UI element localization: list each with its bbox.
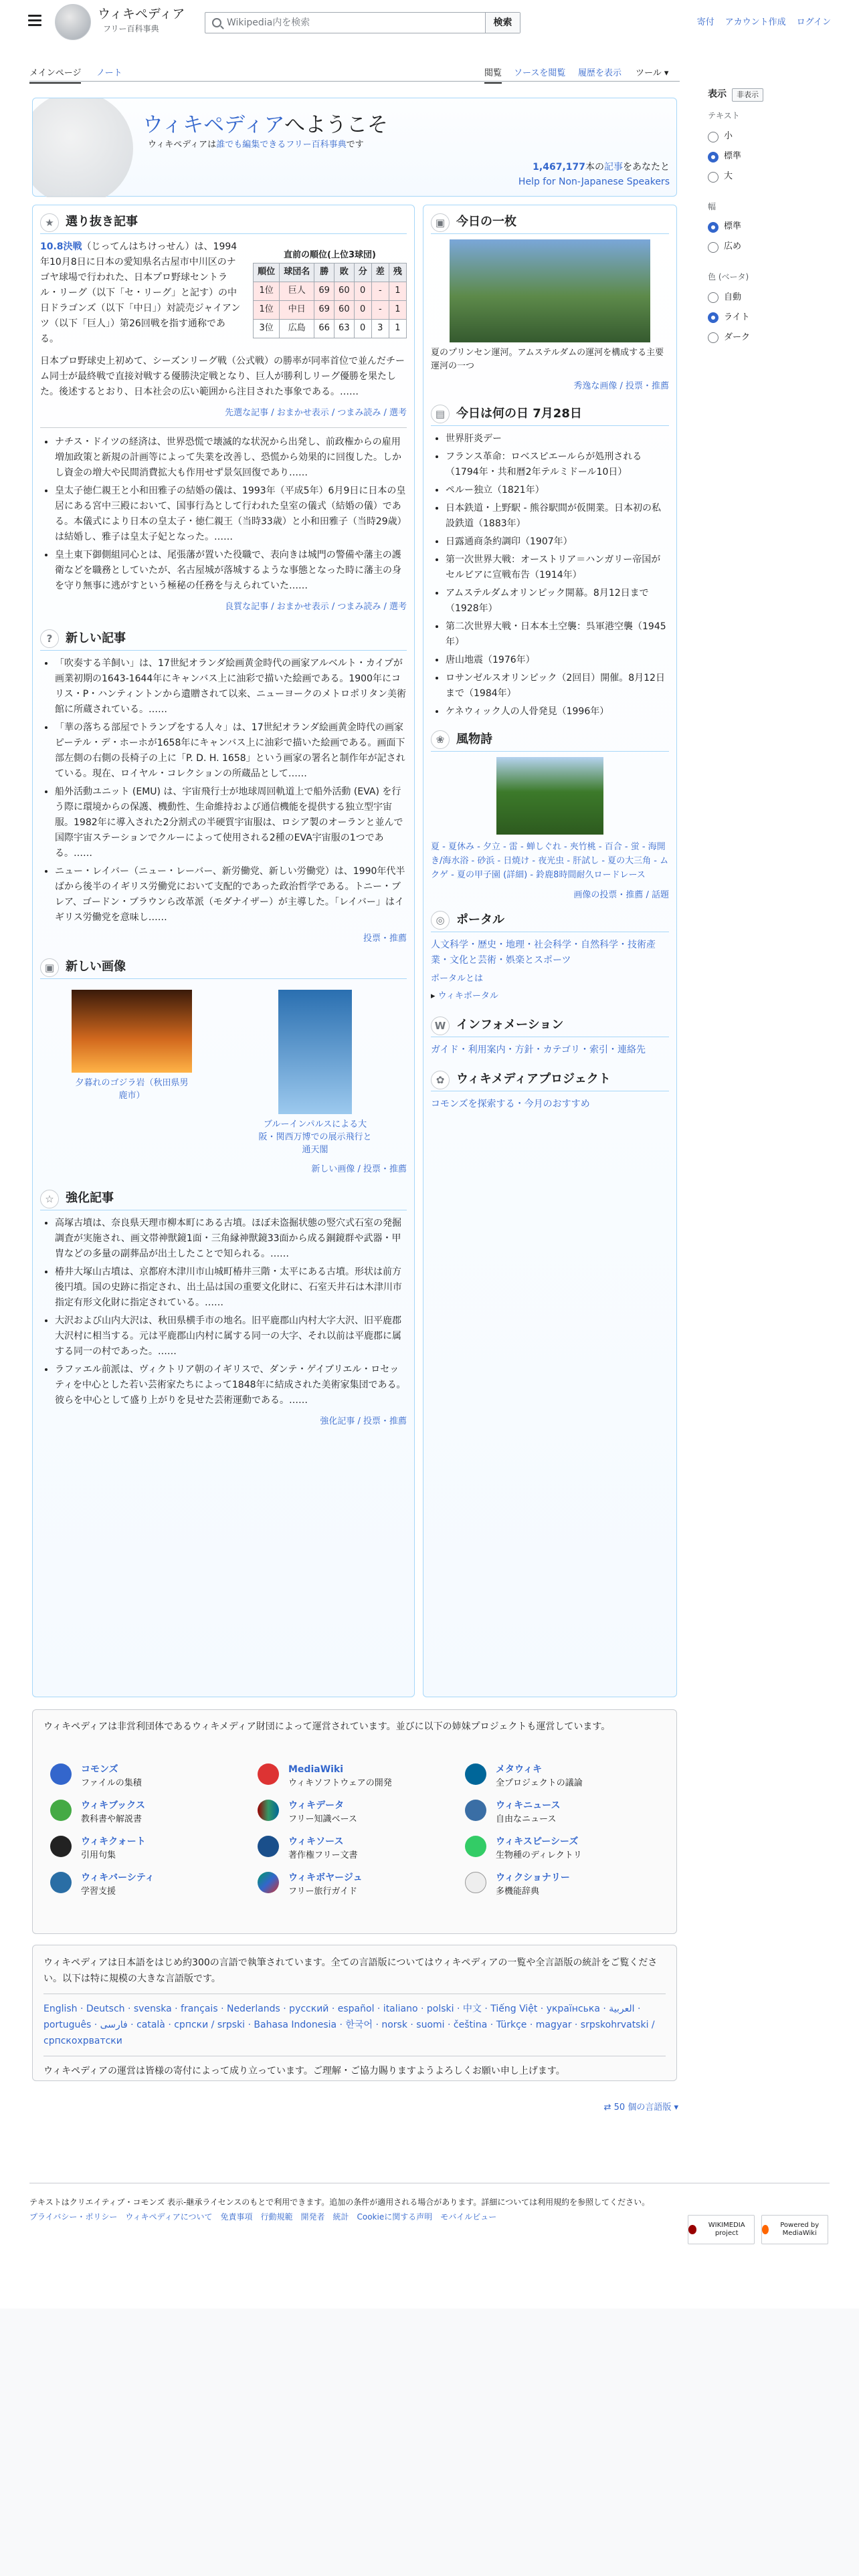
kigo-links[interactable]: 画像の投票・推薦 / 話題 [573, 889, 669, 900]
featured-intro: 10.8決戦（じってんはちけっせん）は、1994年10月8日に日本の愛知県名古屋市中川区のナゴヤ球場で行われた、日本プロ野球セントラル・リーグ（以下「セ・リーグ」と記す）の中日ドラゴンズ（以下「中日」）対読売ジャイアンツ（以下「巨人」）第26回戦を指す通称である。 [40, 241, 241, 344]
kigo-text[interactable]: 夏 - 夏休み - 夕立 - 雷 - 蝉しぐれ - 夾竹桃 - 百合 - 蛍 - 海開き/海水浴 - 砂浜 - 日焼け - 夜光虫 - 肝試し - 夏の大三角 - ムクゲ - 夏の甲子園 (詳細) - 鈴鹿8時間耐久ロードレース [431, 841, 669, 880]
language-intro: ウィキペディアは日本語をはじめ約300の言語で執筆されています。全ての言語版についてはウィキペディアの一覧や全言語版の統計をご覧ください。以下は特に規模の大きな言語版です。 [43, 1957, 658, 1984]
sister-mediawiki[interactable]: MediaWiki ウィキソフトウェアの開発 [258, 1763, 465, 1790]
mediawiki-icon [258, 1763, 279, 1785]
calendar-icon: ▤ [431, 405, 450, 423]
featured-heading: ★ 選り抜き記事 [40, 211, 407, 234]
sister-wikivoyage[interactable]: ウィキボヤージュ フリー旅行ガイド [258, 1872, 465, 1899]
list-item: • 椿井大塚山古墳は、京都府木津川市山城町椿井三階・太平にある古墳。形状は前方後円墳。国の史跡に指定され、出土品は国の重要文化財に、石室天井石は木津川市指定有形文化財に指定されている。…… [55, 1265, 407, 1311]
search-input[interactable]: Wikipedia内を検索 [227, 17, 310, 28]
improved-heading: ☆ 強化記事 [40, 1188, 407, 1210]
good-articles-links[interactable]: 良質な記事 / おまかせ表示 / つまみ読み / 選考 [225, 601, 407, 612]
article-count: 1,467,177本の記事をあなたと Help for Non-Japanese Speakers [518, 162, 670, 187]
tagline: フリー百科事典 [103, 24, 159, 33]
color-light[interactable]: ライト [708, 308, 835, 328]
wikibooks-icon [50, 1800, 72, 1821]
color-label: 色 (ベータ) [708, 272, 749, 282]
list-item: • 日本鉄道・上野駅 - 熊谷駅間が仮開業。日本初の私設鉄道（1883年） [446, 501, 669, 532]
search-box[interactable] [205, 12, 520, 33]
appearance-title: 表示 非表示 [708, 87, 835, 102]
w-icon: W [431, 1016, 450, 1035]
list-item: • 皇太子徳仁親王と小和田雅子の結婚の儀は、1993年（平成5年）6月9日に日本の皇居にある宮中三殿において、国事行為として行われた皇室の儀式（結婚の儀）である。本儀式により日本の皇太子・徳仁親王（当時33歳）と小和田雅子（当時29歳）は結婚し、雅子は皇太子妃となった。…… [55, 484, 407, 545]
width-label: 幅 [708, 201, 717, 211]
color-auto[interactable]: 自動 [708, 288, 835, 308]
list-item: • 大沢および山内大沢は、秋田県横手市の地名。旧平鹿郡山内村大字大沢、旧平鹿郡大沢村に相当する。元は平鹿郡山内村に属する同一の大字、それ以前は平鹿郡に属する同一の村であった。…… [55, 1313, 407, 1360]
list-item: • ラファエル前派は、ヴィクトリア朝のイギリスで、ダンテ・ゲイブリエル・ロセッティを中心とした若い芸術家たちによって1848年に結成された美術家集団である。彼らを中心として盛り上がりを見せた芸術運動である。…… [55, 1362, 407, 1408]
wikidata-icon [258, 1800, 279, 1821]
appearance-sidebar [708, 87, 835, 348]
sister-wikiversity[interactable]: ウィキバーシティ 学習支援 [50, 1872, 258, 1899]
image-caption[interactable]: 夕暮れのゴジラ岩（秋田県男鹿市） [75, 1078, 189, 1101]
list-item: • ナチス・ドイツの経済は、世界恐慌で壊滅的な状況から出発し、前政権からの雇用増加政策と新規の計画等によって失業を改善し、恐慌から効果的に回復した。しかし資金の増大や民間消費拡大も作用せず景気回復であり…… [55, 435, 407, 481]
picture-links[interactable]: 秀逸な画像 / 投票・推薦 [573, 381, 669, 391]
picture-caption: 夏のプリンセン運河。アムステルダムの運河を構成する主要運河の一つ [431, 348, 664, 371]
list-item: • 世界肝炎デー [446, 431, 669, 447]
wikimedia-badge[interactable]: WIKIMEDIA project [688, 2215, 755, 2244]
page-tabs [29, 64, 680, 82]
license-text: テキストはクリエイティブ・コモンズ 表示-継承ライセンスのもとで利用できます。追加の条件が適用される場合があります。詳細については利用規約を参照してください。 [29, 2197, 650, 2207]
mediawiki-badge[interactable]: Powered by MediaWiki [761, 2215, 828, 2244]
help-link[interactable]: Help for Non-Japanese Speakers [518, 177, 670, 187]
language-list[interactable]: English · Deutsch · svenska · français · Nederlands · русский · español · italiano · polski · 中文 · Tiếng Việt · українська · العربية · português · فارسی · català · српски / srpski · Bahasa Indonesia · 한국어 · norsk · suomi · čeština · Türkçe · magyar · srpskohrvatski / српскохрватски [43, 2004, 655, 2046]
today-list [446, 431, 669, 720]
list-item: • 第二次世界大戦・日本本土空襲：呉軍港空襲（1945年） [446, 619, 669, 650]
new-articles-heading: ? 新しい記事 [40, 628, 407, 651]
tsutenkaku-image[interactable] [278, 990, 352, 1114]
wikiversity-icon [50, 1872, 72, 1893]
wikisource-icon [258, 1836, 279, 1857]
left-column [40, 211, 407, 1436]
portal-all-toggle[interactable]: ▸ ウィキポータル [431, 991, 498, 1002]
tab-history[interactable]: 履歴を表示 [578, 68, 622, 78]
field-image[interactable] [496, 757, 603, 835]
new-articles-list [55, 656, 407, 926]
portal-text[interactable]: 人文科学・歴史・地理・社会科学・自然科学・技術產業・文化と芸術・娯楽とスポーツ [431, 939, 656, 966]
list-item: • 船外活動ユニット (EMU) は、宇宙飛行士が地球周回軌道上で船外活動 (EVA) を行う際に環境からの保護、機動性、生命維持および通信機能を提供する独立型宇宙服。1982年に導入された2分割式の半硬質宇宙服は、ロシア製のオーランと並んで国際宇宙ステーションでクルーによって使用される2種のEVA宇宙服の1つである。…… [55, 784, 407, 861]
leaf-icon: ❀ [431, 730, 450, 749]
list-item: • フランス革命：ロベスピエールらが処刑される（1794年・共和暦2年テルミドール10日） [446, 449, 669, 480]
canal-image[interactable] [450, 239, 650, 342]
list-item: • 高塚古墳は、奈良県天理市柳本町にある古墳。ほぼ未盗掘状態の竪穴式石室の発掘調査が実施され、画文帯神獣鏡1面・三角縁神獣鏡33面から成る銅鏡群や武器・甲冑などの多量の副葬品が出土したことで知られる。…… [55, 1216, 407, 1262]
text-size-standard[interactable]: 標準 [708, 147, 835, 167]
width-standard[interactable]: 標準 [708, 217, 835, 237]
list-item: • 第一次世界大戦：オーストリア＝ハンガリー帝国がセルビアに宣戦布告（1914年） [446, 552, 669, 583]
info-heading: W インフォメーション [431, 1014, 669, 1037]
image-caption[interactable]: ブルーインパルスによる大阪・関西万博での展示飛行と通天閣 [258, 1119, 372, 1156]
sister-wikibooks[interactable]: ウィキブックス 教科書や解説書 [50, 1800, 258, 1826]
language-box [32, 1945, 677, 2081]
projects-text[interactable]: コモンズを探索する・今月のおすすめ [431, 1099, 590, 1110]
kigo-heading: ❀ 風物詩 [431, 729, 669, 752]
footer-links[interactable]: プライバシー・ポリシー ウィキペディアについて 免責事項 行動規範 開発者 統計 Cookieに関する声明 モバイルビュー [29, 2212, 497, 2222]
menu-icon[interactable] [28, 15, 41, 25]
tab-view-source[interactable]: ソースを閲覧 [514, 68, 566, 78]
search-icon [212, 18, 221, 27]
wordmark[interactable]: ウィキペディア [98, 7, 185, 21]
wikipedia-globe-logo[interactable] [55, 4, 91, 40]
today-heading: ▤ 今日は何の日 7月28日 [431, 403, 669, 426]
list-item: • ロサンゼルスオリンピック（2回目）開催。8月12日まで（1984年） [446, 671, 669, 702]
tab-talk[interactable]: ノート [96, 68, 122, 78]
text-size-label: テキスト [708, 111, 740, 121]
list-item: • 「華の落ちる部屋でトランプをする人々」は、17世紀オランダ絵画黄金時代の画家ピーテル・デ・ホーホが1658年にキャンバス上に油彩で描いた絵画である。画面下部左側の右側の長椅子の上に「P. D. H. 1658」という画家の署名と制作年が記されている。現在、ロイヤル・コレクションの所蔵品として…… [55, 720, 407, 782]
wikispecies-icon [465, 1836, 486, 1857]
list-item: • ペルー独立（1821年） [446, 483, 669, 498]
tab-tools[interactable]: ツール ▾ [636, 68, 669, 78]
header [0, 0, 859, 47]
width-wide[interactable]: 広め [708, 237, 835, 257]
create-account-link[interactable]: アカウント作成 [725, 17, 786, 27]
portal-about-link[interactable]: ポータルとは [431, 973, 484, 984]
login-link[interactable]: ログイン [796, 17, 831, 27]
godzilla-rock-image[interactable] [72, 990, 192, 1073]
wikiquote-icon [50, 1836, 72, 1857]
welcome-banner [32, 98, 677, 197]
welcome-subtitle: ウィキペディアは誰でも編集できるフリー百科事典です [148, 140, 364, 150]
featured-body: 日本プロ野球史上初めて、シーズンリーグ戦（公式戦）の勝率が同率首位で並んだチーム同士が最終戦で直接対戦する優勝決定戦となり、巨人が勝利しリーグ優勝を果たした。後述するとおり、日本社会の広い範囲から注目された事象である。…… [40, 356, 405, 397]
list-item: • ニュー・レイバー（ニュー・レーバー、新労働党、新しい労働党）は、1990年代半ばから後半のイギリス労働党において支配的であった政治哲学である。トニー・ブレア、ゴードン・ブラウンら改革派（モダナイザー）が主導した。「レイバー」はイギリス労働党を意味し…… [55, 864, 407, 926]
new-images-links[interactable]: 新しい画像 / 投票・推薦 [311, 1164, 407, 1175]
sister-commons[interactable]: コモンズ ファイルの集積 [50, 1763, 258, 1790]
hide-button[interactable]: 非表示 [732, 88, 763, 102]
list-item: • ケネウィック人の人骨発見（1996年） [446, 704, 669, 720]
image-icon: ▣ [40, 958, 59, 977]
sister-meta[interactable]: メタウィキ 全プロジェクトの議論 [465, 1763, 666, 1790]
new-articles-links[interactable]: 投票・推薦 [363, 933, 407, 944]
improved-list [55, 1216, 407, 1408]
wikivoyage-icon [258, 1872, 279, 1893]
list-item: • アムステルダムオリンピック開幕。8月12日まで（1928年） [446, 586, 669, 617]
wikinews-icon [465, 1800, 486, 1821]
list-item: • 皇土東下御側組同心とは、尾張藩が置いた役職で、表向きは城門の警備や藩主の護衛などを職務としていたが、名古屋城が落城するような事態となった時に藩主の身を守り無事に逃がすという極秘の任務を与えられていた…… [55, 548, 407, 594]
list-item: • 唐山地震（1976年） [446, 653, 669, 668]
globe-icon: ◎ [431, 911, 450, 930]
color-dark[interactable]: ダーク [708, 328, 835, 348]
sister-projects [32, 1709, 677, 1934]
good-articles-list [55, 435, 407, 594]
sister-wikinews[interactable]: ウィキニュース 自由なニュース [465, 1800, 666, 1826]
wikipedia-globe-icon [33, 98, 140, 197]
donate-link[interactable]: 寄付 [696, 17, 714, 27]
sister-wiktionary[interactable]: ウィクショナリー 多機能辞典 [465, 1872, 666, 1899]
featured-links[interactable]: 先選な記事 / おまかせ表示 / つまみ読み / 選考 [225, 408, 407, 418]
right-column [431, 211, 669, 1112]
text-size-large[interactable]: 大 [708, 167, 835, 187]
welcome-title: ウィキペディアへようこそ [142, 113, 389, 137]
wiktionary-icon [465, 1872, 486, 1893]
sister-wikisource[interactable]: ウィキソース 著作権フリー文書 [258, 1836, 465, 1862]
sister-intro: ウィキペディアは非営利団体であるウィキメディア財団によって運営されています。並びに以下の姉妹プロジェクトも運営しています。 [43, 1721, 611, 1732]
star-outline-icon: ☆ [40, 1190, 59, 1208]
star-icon: ★ [40, 213, 59, 232]
sister-wikidata[interactable]: ウィキデータ フリー知識ベース [258, 1800, 465, 1826]
text-size-small[interactable]: 小 [708, 127, 835, 147]
improved-links[interactable]: 強化記事 / 投票・推薦 [320, 1416, 407, 1427]
meta-icon [465, 1763, 486, 1785]
standings-table: 直前の順位(上位3球団) 順位 球団名 勝 敗 分 差 残 1位 巨人 69 60 0 - 1 1位 中日 69 60 0 - 1 3位 広島 66 63 0 3 1 [253, 249, 407, 338]
new-images-gallery [40, 990, 407, 1156]
picture-heading: ▣ 今日の一枚 [431, 211, 669, 234]
sister-wikispecies[interactable]: ウィキスピーシーズ 生物種のディレクトリ [465, 1836, 666, 1862]
tab-read[interactable]: 閲覧 [484, 67, 502, 84]
list-item: • 「吹奏する羊飼い」は、17世紀オランダ絵画黄金時代の画家アルベルト・カイプが画業初期の1643-1644年にキャンバス上に油彩で描いた絵画である。1900年にコリス・P・ハンティントンから遺贈されて以来、ニューヨークのメトロポリタン美術館に所蔵されている。…… [55, 656, 407, 718]
wikimedia-icon: ✿ [431, 1071, 450, 1089]
new-images-heading: ▣ 新しい画像 [40, 956, 407, 979]
tab-main[interactable]: メインページ [29, 67, 81, 84]
projects-heading: ✿ ウィキメディアプロジェクト [431, 1069, 669, 1091]
question-icon: ? [40, 629, 59, 648]
commons-icon [50, 1763, 72, 1785]
donate-notice: ウィキペディアの運営は皆様の寄付によって成り立っています。ご理解・ご協力賜りますようよろしくお願い申し上げます。 [43, 2066, 565, 2076]
list-item: • 日露通商条約調印（1907年） [446, 534, 669, 550]
picture-icon: ▣ [431, 213, 450, 232]
portal-heading: ◎ ポータル [431, 909, 669, 932]
search-button[interactable]: 検索 [485, 13, 520, 33]
sister-wikiquote[interactable]: ウィキクォート 引用句集 [50, 1836, 258, 1862]
info-text[interactable]: ガイド・利用案内・方針・カテゴリ・索引・連絡先 [431, 1045, 646, 1056]
language-count-button[interactable]: ⇄ 50 個の言語版 ▾ [603, 2103, 678, 2113]
